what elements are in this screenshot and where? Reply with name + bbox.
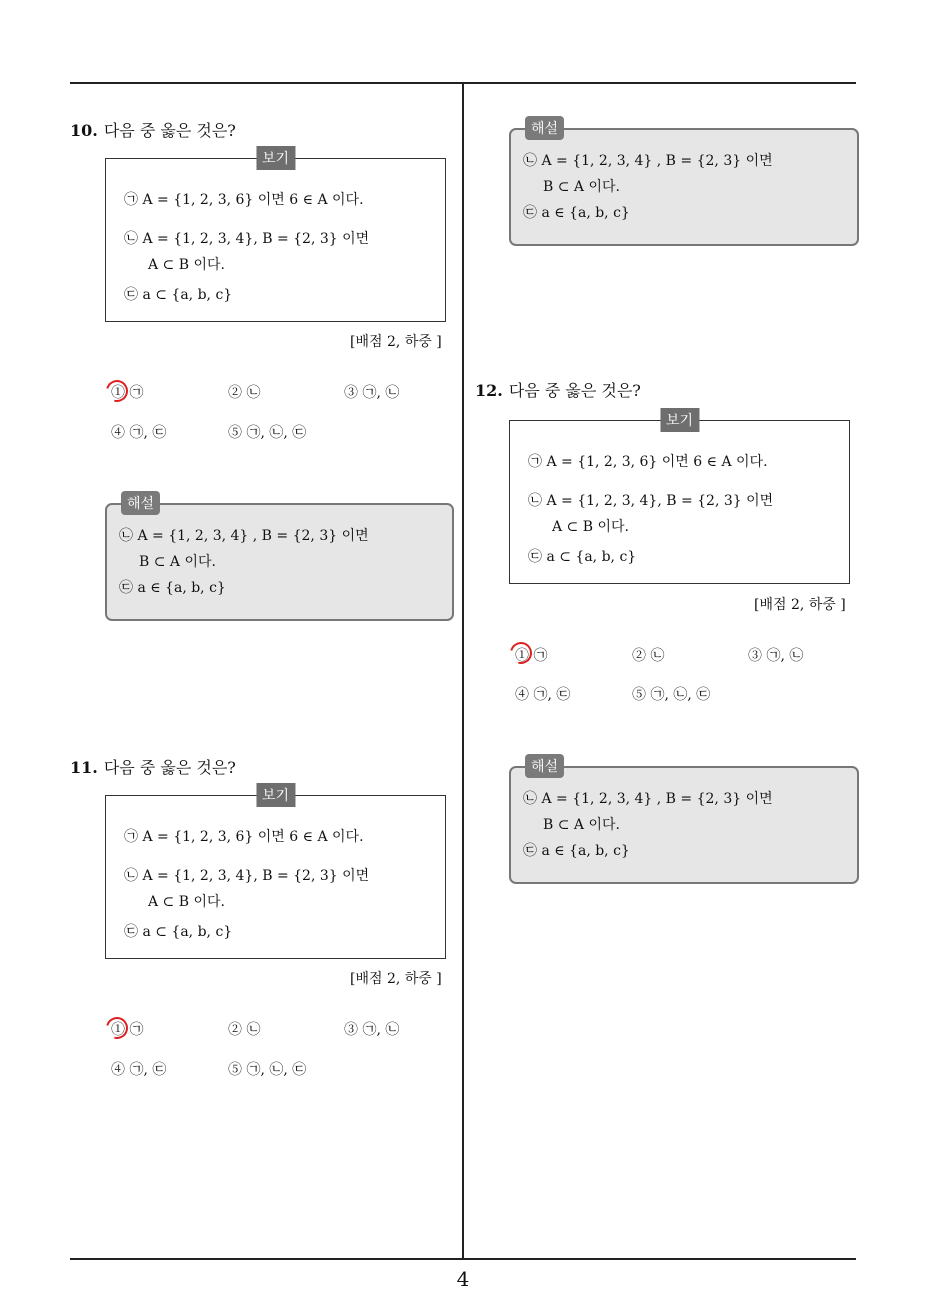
question-number: 12. bbox=[475, 381, 503, 400]
solution-line-1: ㉡ A = {1, 2, 3, 4} , B = {2, 3} 이면 B ⊂ A 이다. bbox=[523, 153, 773, 195]
question-text: 다음 중 옳은 것은? bbox=[103, 758, 236, 777]
bogi-label: 보기 bbox=[256, 783, 295, 807]
question-text: 다음 중 옳은 것은? bbox=[508, 381, 641, 400]
question-12-header bbox=[475, 378, 641, 401]
choice-2[interactable]: ② ㉡ bbox=[632, 648, 665, 664]
solution-line-2: ㉢ a ∈ {a, b, c} bbox=[523, 843, 630, 859]
choice-2[interactable]: ② ㉡ bbox=[228, 1022, 261, 1038]
choice-1[interactable]: ① ㉠ bbox=[515, 648, 548, 664]
solution-line-1: ㉡ A = {1, 2, 3, 4} , B = {2, 3} 이면 B ⊂ A 이다. bbox=[119, 528, 369, 570]
choice-5[interactable]: ⑤ ㉠, ㉡, ㉢ bbox=[632, 687, 711, 703]
choice-4[interactable]: ④ ㉠, ㉢ bbox=[111, 1062, 167, 1078]
question-number: 10. bbox=[70, 121, 98, 140]
statement-3: ㉢ a ⊂ {a, b, c} bbox=[124, 287, 233, 303]
choice-3[interactable]: ③ ㉠, ㉡ bbox=[344, 1022, 400, 1038]
question-number: 11. bbox=[70, 758, 98, 777]
question-12-score: [배점 2, 하중 ] bbox=[754, 597, 846, 613]
choice-5[interactable]: ⑤ ㉠, ㉡, ㉢ bbox=[228, 425, 307, 441]
solution-label: 해설 bbox=[121, 491, 160, 515]
statement-2: ㉡ A = {1, 2, 3, 4}, B = {2, 3} 이면 A ⊂ B 이다. bbox=[124, 868, 370, 910]
question-text: 다음 중 옳은 것은? bbox=[103, 121, 236, 140]
column-divider bbox=[462, 82, 464, 1259]
question-11-bogi-box bbox=[105, 788, 446, 959]
question-10-bogi-box bbox=[105, 151, 446, 322]
statement-2: ㉡ A = {1, 2, 3, 4}, B = {2, 3} 이면 A ⊂ B 이다. bbox=[528, 493, 774, 535]
statement-1: ㉠ A = {1, 2, 3, 6} 이면 6 ∈ A 이다. bbox=[124, 829, 364, 845]
question-10-header bbox=[70, 118, 236, 141]
bogi-label: 보기 bbox=[256, 146, 295, 170]
question-12-solution-box bbox=[509, 759, 859, 884]
choice-3[interactable]: ③ ㉠, ㉡ bbox=[748, 648, 804, 664]
statement-3: ㉢ a ⊂ {a, b, c} bbox=[124, 924, 233, 940]
page-number: 4 bbox=[456, 1267, 470, 1291]
bogi-label: 보기 bbox=[660, 408, 699, 432]
choice-1[interactable]: ① ㉠ bbox=[111, 1022, 144, 1038]
question-10-solution-box bbox=[105, 496, 454, 621]
choice-4[interactable]: ④ ㉠, ㉢ bbox=[111, 425, 167, 441]
question-11-header bbox=[70, 755, 236, 778]
statement-1: ㉠ A = {1, 2, 3, 6} 이면 6 ∈ A 이다. bbox=[124, 192, 364, 208]
choice-5[interactable]: ⑤ ㉠, ㉡, ㉢ bbox=[228, 1062, 307, 1078]
choice-2[interactable]: ② ㉡ bbox=[228, 385, 261, 401]
solution-label: 해설 bbox=[525, 116, 564, 140]
question-12-bogi-box bbox=[509, 413, 850, 584]
bottom-rule bbox=[70, 1258, 856, 1260]
question-11-solution-box bbox=[509, 121, 859, 246]
choice-3[interactable]: ③ ㉠, ㉡ bbox=[344, 385, 400, 401]
solution-line-2: ㉢ a ∈ {a, b, c} bbox=[523, 205, 630, 221]
solution-label: 해설 bbox=[525, 754, 564, 778]
choice-1[interactable]: ① ㉠ bbox=[111, 385, 144, 401]
statement-2: ㉡ A = {1, 2, 3, 4}, B = {2, 3} 이면 A ⊂ B 이다. bbox=[124, 231, 370, 273]
choice-4[interactable]: ④ ㉠, ㉢ bbox=[515, 687, 571, 703]
statement-1: ㉠ A = {1, 2, 3, 6} 이면 6 ∈ A 이다. bbox=[528, 454, 768, 470]
solution-line-2: ㉢ a ∈ {a, b, c} bbox=[119, 580, 226, 596]
question-11-score: [배점 2, 하중 ] bbox=[350, 971, 442, 987]
solution-line-1: ㉡ A = {1, 2, 3, 4} , B = {2, 3} 이면 B ⊂ A 이다. bbox=[523, 791, 773, 833]
question-10-score: [배점 2, 하중 ] bbox=[350, 334, 442, 350]
statement-3: ㉢ a ⊂ {a, b, c} bbox=[528, 549, 637, 565]
